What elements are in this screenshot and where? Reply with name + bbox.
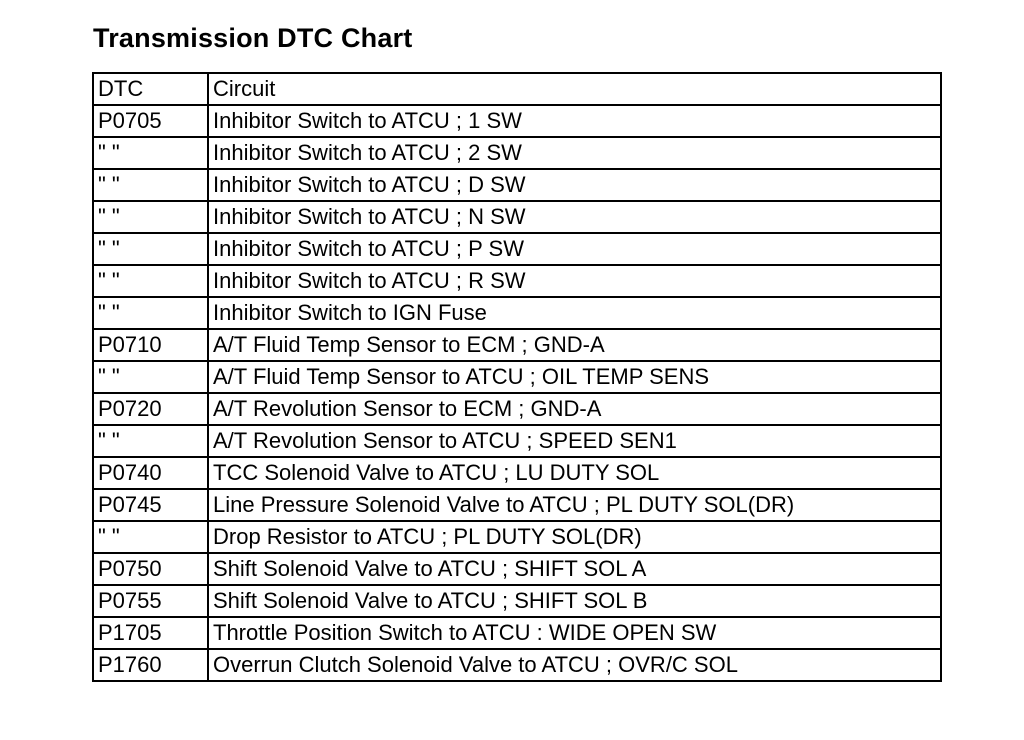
table-row bbox=[93, 649, 941, 681]
circuit-description-cell: Overrun Clutch Solenoid Valve to ATCU ; OVR/C SOL bbox=[208, 649, 941, 681]
table-row bbox=[93, 553, 941, 585]
dtc-code-cell: " " bbox=[93, 425, 208, 457]
dtc-code-cell: P0745 bbox=[93, 489, 208, 521]
circuit-description-cell: Shift Solenoid Valve to ATCU ; SHIFT SOL B bbox=[208, 585, 941, 617]
table-row bbox=[93, 393, 941, 425]
table-row bbox=[93, 521, 941, 553]
dtc-code-cell: P0755 bbox=[93, 585, 208, 617]
table-row bbox=[93, 425, 941, 457]
table-row bbox=[93, 361, 941, 393]
table-body bbox=[93, 105, 941, 681]
table-row bbox=[93, 297, 941, 329]
dtc-code-cell: P1760 bbox=[93, 649, 208, 681]
circuit-description-cell: Inhibitor Switch to IGN Fuse bbox=[208, 297, 941, 329]
table-row bbox=[93, 329, 941, 361]
circuit-description-cell: Drop Resistor to ATCU ; PL DUTY SOL(DR) bbox=[208, 521, 941, 553]
dtc-code-cell: " " bbox=[93, 201, 208, 233]
dtc-code-cell: " " bbox=[93, 521, 208, 553]
table-row bbox=[93, 489, 941, 521]
dtc-code-cell: " " bbox=[93, 297, 208, 329]
dtc-code-cell: P0740 bbox=[93, 457, 208, 489]
table-row bbox=[93, 233, 941, 265]
circuit-description-cell: A/T Revolution Sensor to ECM ; GND-A bbox=[208, 393, 941, 425]
table-row bbox=[93, 585, 941, 617]
table-row bbox=[93, 105, 941, 137]
dtc-code-cell: P0750 bbox=[93, 553, 208, 585]
circuit-description-cell: Throttle Position Switch to ATCU : WIDE OPEN SW bbox=[208, 617, 941, 649]
circuit-description-cell: Inhibitor Switch to ATCU ; D SW bbox=[208, 169, 941, 201]
dtc-code-cell: P1705 bbox=[93, 617, 208, 649]
dtc-code-cell: " " bbox=[93, 169, 208, 201]
circuit-description-cell: Inhibitor Switch to ATCU ; P SW bbox=[208, 233, 941, 265]
dtc-table bbox=[92, 72, 942, 682]
dtc-code-cell: P0710 bbox=[93, 329, 208, 361]
table-row bbox=[93, 617, 941, 649]
table-row bbox=[93, 265, 941, 297]
dtc-code-cell: P0720 bbox=[93, 393, 208, 425]
circuit-description-cell: Inhibitor Switch to ATCU ; N SW bbox=[208, 201, 941, 233]
circuit-description-cell: A/T Revolution Sensor to ATCU ; SPEED SEN1 bbox=[208, 425, 941, 457]
circuit-description-cell: A/T Fluid Temp Sensor to ECM ; GND-A bbox=[208, 329, 941, 361]
circuit-description-cell: Inhibitor Switch to ATCU ; 1 SW bbox=[208, 105, 941, 137]
table-row bbox=[93, 137, 941, 169]
dtc-code-cell: P0705 bbox=[93, 105, 208, 137]
table-header-row bbox=[93, 73, 941, 105]
column-header-circuit: Circuit bbox=[208, 73, 941, 105]
circuit-description-cell: Inhibitor Switch to ATCU ; R SW bbox=[208, 265, 941, 297]
dtc-code-cell: " " bbox=[93, 233, 208, 265]
circuit-description-cell: Line Pressure Solenoid Valve to ATCU ; PL DUTY SOL(DR) bbox=[208, 489, 941, 521]
dtc-code-cell: " " bbox=[93, 361, 208, 393]
page-title: Transmission DTC Chart bbox=[93, 23, 413, 53]
table-row bbox=[93, 169, 941, 201]
table-row bbox=[93, 457, 941, 489]
table-row bbox=[93, 201, 941, 233]
column-header-dtc: DTC bbox=[93, 73, 208, 105]
dtc-code-cell: " " bbox=[93, 137, 208, 169]
circuit-description-cell: Inhibitor Switch to ATCU ; 2 SW bbox=[208, 137, 941, 169]
circuit-description-cell: A/T Fluid Temp Sensor to ATCU ; OIL TEMP SENS bbox=[208, 361, 941, 393]
circuit-description-cell: Shift Solenoid Valve to ATCU ; SHIFT SOL A bbox=[208, 553, 941, 585]
dtc-code-cell: " " bbox=[93, 265, 208, 297]
circuit-description-cell: TCC Solenoid Valve to ATCU ; LU DUTY SOL bbox=[208, 457, 941, 489]
